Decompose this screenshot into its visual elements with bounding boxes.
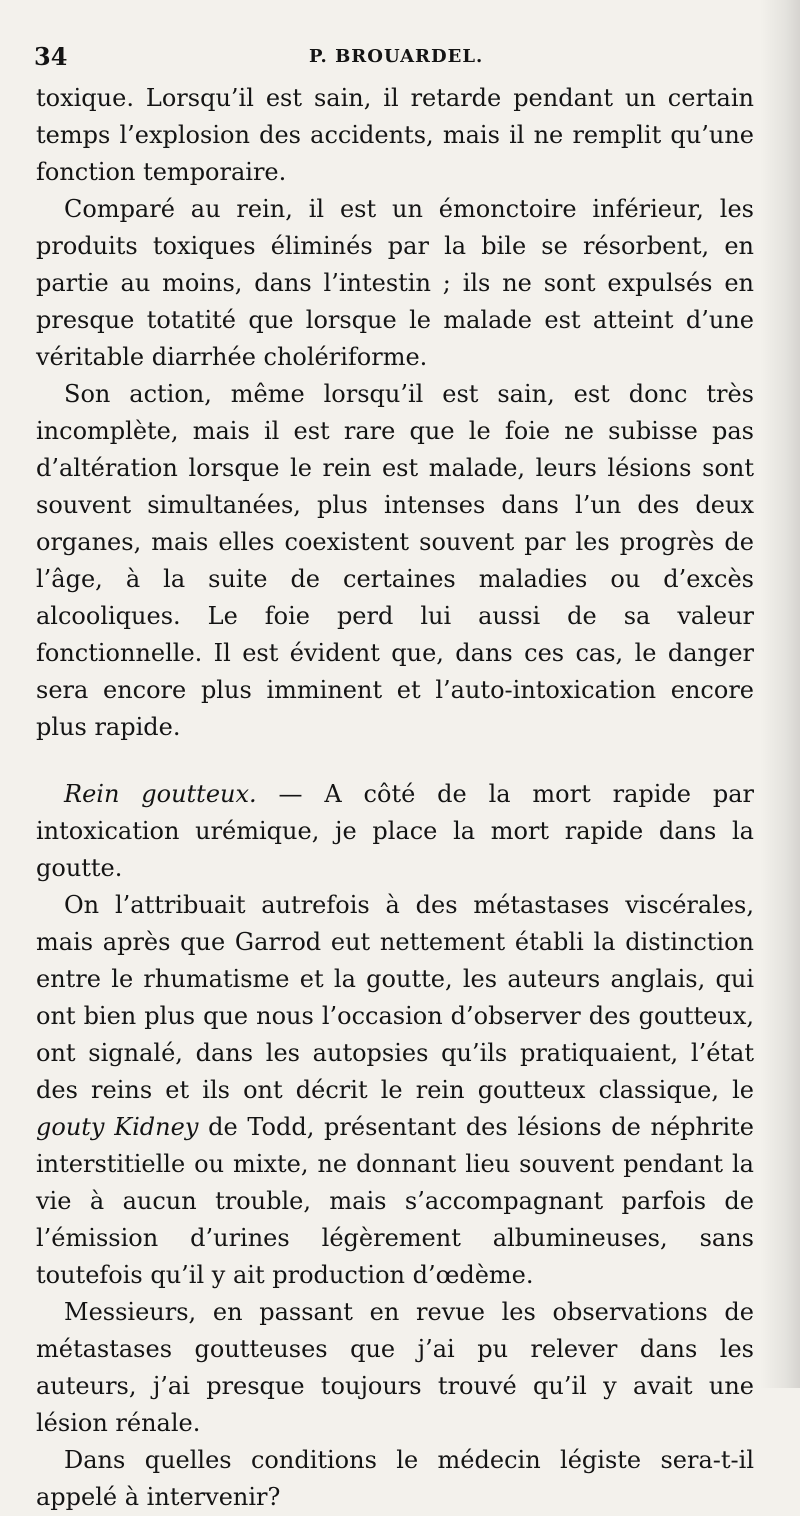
paragraph: toxique. Lorsqu’il est sain, il retarde pendant un certain temps l’explosion des accidents, mais il ne remplit qu’une fonction temporaire.	[36, 84, 754, 186]
paragraph-text: — A côté de la mort rapide par intoxication urémique, je place la mort rapide dans la goutte.	[36, 780, 754, 882]
paragraph: Dans quelles conditions le médecin légiste sera-t-il appelé à intervenir?	[36, 1446, 754, 1511]
body-text	[36, 80, 754, 1516]
paragraph: Messieurs, en passant en revue les observations de métastases goutteuses que j’ai pu relever dans les auteurs, j’ai presque toujours trouvé qu’il y avait une lésion rénale.	[36, 1298, 754, 1437]
page-header	[34, 42, 760, 72]
paragraph-text: de Todd, présentant des lésions de néphrite interstitielle ou mixte, ne donnant lieu souvent pendant la vie à aucun trouble, mais s’accompagnant parfois de l’émission d’urines légèrement albumineuses, sans toutefois qu’il y ait production d’œdème.	[36, 1113, 754, 1289]
section-gap	[36, 746, 754, 776]
running-head: P. BROUARDEL.	[309, 46, 484, 67]
paragraph	[36, 887, 754, 1294]
italic-term: gouty Kidney	[36, 1113, 199, 1141]
paragraph-text: On l’attribuait autrefois à des métastases viscérales, mais après que Garrod eut nettement établi la distinction entre le rhumatisme et la goutte, les auteurs anglais, qui ont bien plus que nous l’occasion d’observer des goutteux, ont signalé, dans les autopsies qu’ils pratiquaient, l’état des reins et ils ont décrit le rein goutteux classique, le	[36, 891, 754, 1104]
paragraph: Comparé au rein, il est un émonctoire inférieur, les produits toxiques éliminés par la bile se résorbent, en partie au moins, dans l’intestin ; ils ne sont expulsés en presque totatité que lorsque le malade est atteint d’une véritable diarrhée cholériforme.	[36, 195, 754, 371]
page-number: 34	[34, 42, 68, 71]
paragraph: Son action, même lorsqu’il est sain, est donc très incomplète, mais il est rare que le foie ne subisse pas d’altération lorsque le rein est malade, leurs lésions sont souvent simultanées, plus intenses dans l’un des deux organes, mais elles coexistent souvent par les progrès de l’âge, à la suite de certaines maladies ou d’excès alcooliques. Le foie perd lui aussi de sa valeur fonctionnelle. Il est évident que, dans ces cas, le danger sera encore plus imminent et l’auto-intoxication encore plus rapide.	[36, 380, 754, 741]
section-paragraph	[36, 776, 754, 887]
section-heading: Rein goutteux.	[64, 780, 257, 808]
